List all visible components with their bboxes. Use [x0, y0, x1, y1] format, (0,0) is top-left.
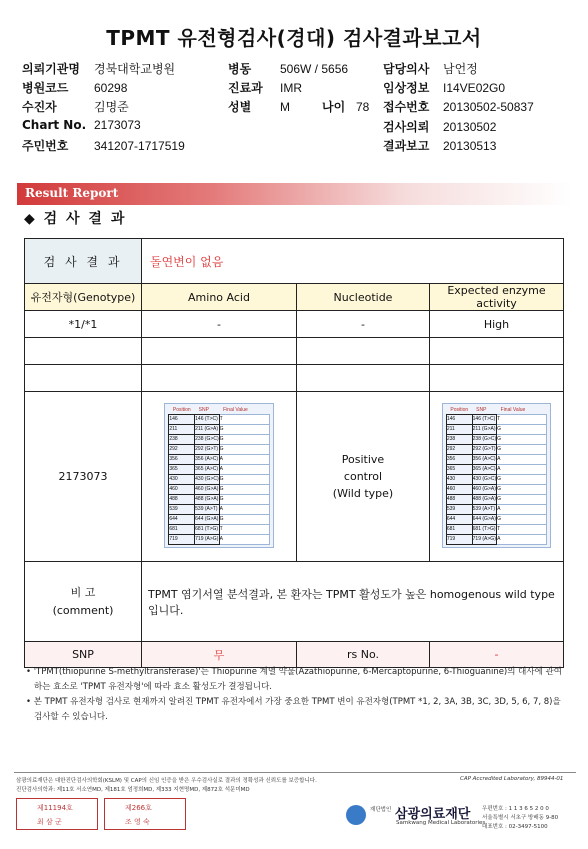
footer-divider — [14, 772, 576, 773]
comment-label-cell — [25, 562, 142, 642]
snp-table-row — [446, 504, 546, 514]
snp-final-value: G — [497, 484, 547, 494]
snp-final-value: T — [497, 524, 547, 534]
chart-number: 2173073 — [25, 392, 142, 562]
snp-position: 460 — [446, 484, 472, 494]
snp-label: SNP — [25, 642, 142, 668]
snp-final-value: G — [497, 474, 547, 484]
snp-position: 356 — [446, 454, 472, 464]
footer-postcode: 우편번호 : 1 1 3 6 5 2 0 0 — [482, 806, 549, 812]
header-row-4-col-1: Chart No. 2173073 — [22, 118, 141, 132]
col-amino-acid: Amino Acid — [142, 284, 297, 311]
footer-doctors: 진단검사의학과: 제11호 서소연MD, 제181호 엄정희MD, 제333 지현명MD, 제872호 석문미MD — [16, 787, 250, 793]
snp-table-row — [169, 454, 269, 464]
note-2: • 본 TPMT 유전자형 검사로 현재까지 알려진 TPMT 유전자에서 가장 중요한 TPMT 변이 유전자형(TPMT *1, 2, 3A, 3B, 3C, 3D, 5, 6, 7, 8)을 검사할 수 있습니다. — [26, 697, 561, 722]
snp-change: 365 (A>C) — [195, 466, 219, 472]
snp-position: 719 — [446, 534, 472, 544]
snp-final-value: G — [497, 434, 547, 444]
rsno-label: rs No. — [297, 642, 430, 668]
snp-change: 292 (G>T) — [472, 446, 496, 452]
footer-cap: CAP Accredited Laboratory, 89944-01 — [460, 776, 564, 782]
snp-position: 681 — [446, 524, 472, 534]
snp-change: 238 (G>C) — [472, 436, 497, 442]
notes — [24, 665, 568, 725]
snp-final-value: G — [497, 424, 547, 434]
genotype-value: *1/*1 — [25, 311, 142, 338]
genotype-row — [25, 311, 564, 338]
snp-change: 211 (G>A) — [195, 426, 218, 432]
header-row-5-col-3: 결과보고 20130513 — [383, 139, 497, 153]
stamp-1-number: 제11194호 — [37, 804, 73, 812]
comment-label: 비 고 — [70, 585, 96, 599]
snp-change: 211 (G>A) — [472, 426, 496, 432]
snp-table-row — [169, 414, 269, 424]
col-nucleotide: Nucleotide — [297, 284, 430, 311]
snp-change: 146 (T>C) — [195, 416, 218, 422]
snp-position: 292 — [446, 444, 472, 454]
snp-final-value: G — [497, 514, 547, 524]
snp-position: 539 — [446, 504, 472, 514]
snp-change: 356 (A>C) — [195, 456, 219, 462]
snp-table-row — [169, 494, 269, 504]
snp-table-row — [446, 424, 546, 434]
snp-final-value: T — [497, 414, 547, 424]
result-summary-row — [25, 239, 564, 284]
stamp-2-number: 제266호 — [125, 804, 152, 812]
mini-col-final: Final Value — [500, 406, 526, 413]
snp-position: 356 — [169, 454, 195, 464]
snp-change: 365 (A>C) — [472, 466, 496, 472]
snp-value: 무 — [142, 642, 297, 668]
snp-position: 539 — [169, 504, 195, 514]
snp-position: 719 — [169, 534, 195, 544]
logo-icon — [346, 805, 366, 825]
snp-change: 681 (T>G) — [472, 526, 496, 532]
footer-phone: 대표번호 : 02-3497-5100 — [482, 824, 548, 830]
snp-table-row — [446, 534, 546, 544]
logo-prefix: 재단법인 — [370, 807, 392, 813]
result-report-label: Result Report — [25, 186, 119, 200]
snp-final-value: G — [497, 444, 547, 454]
snp-table-row — [446, 514, 546, 524]
snp-final-value: T — [219, 524, 269, 534]
note-1: • 'TPMT(thiopurine S-methyltransferase)'는 Thiopurine 계열 약물(Azathiopurine, 6-Mercaptopurine, 6-Thioguanine)의 대사에 관여하는 효소로 'TPMT 유전자형'에 따라 효소 활성도가 결정됩니다. — [26, 667, 562, 692]
stamp-1 — [16, 798, 98, 830]
comment-row — [25, 562, 564, 642]
snp-position: 430 — [169, 474, 195, 484]
header-row-2-col-3: 임상정보 I14VE02G0 — [383, 81, 506, 95]
snp-position: 365 — [446, 464, 472, 474]
header-row-3-col-3: 접수번호 20130502-50837 — [383, 100, 534, 114]
mini-col-snp: SNP — [476, 406, 487, 413]
mini-col-position: Position — [450, 406, 469, 413]
snp-row — [25, 642, 564, 668]
snp-final-value: G — [219, 434, 269, 444]
snp-change: 460 (G>A) — [472, 486, 496, 492]
snp-final-value: G — [219, 474, 269, 484]
mini-col-position: Position — [172, 406, 191, 413]
snp-position: 488 — [169, 494, 195, 504]
snp-position: 681 — [169, 524, 195, 534]
snp-final-value: A — [219, 534, 269, 544]
snp-table-row — [169, 524, 269, 534]
header-row-5-col-1: 주민번호 341207-1717519 — [22, 139, 185, 153]
sequence-row — [25, 392, 564, 562]
snp-position: 644 — [169, 514, 195, 524]
header-row-2-col-2: 진료과 IMR — [228, 81, 302, 95]
control-snp-table — [442, 403, 551, 548]
snp-position: 460 — [169, 484, 195, 494]
snp-final-value: G — [219, 494, 269, 504]
snp-final-value: G — [497, 494, 547, 504]
snp-change: 356 (A>C) — [472, 456, 496, 462]
control-snp-table-cell — [430, 392, 564, 562]
snp-position: 644 — [446, 514, 472, 524]
empty-row — [25, 365, 564, 392]
header-row-3-col-1: 수진자 김명준 — [22, 100, 129, 114]
snp-final-value: A — [219, 504, 269, 514]
col-genotype: 유전자형(Genotype) — [25, 284, 142, 311]
snp-table-row — [446, 464, 546, 474]
patient-snp-table-cell — [142, 392, 297, 562]
result-value: 돌연변이 없음 — [142, 239, 564, 284]
snp-change: 488 (G>A) — [472, 496, 496, 502]
snp-final-value: A — [497, 454, 547, 464]
snp-position: 292 — [169, 444, 195, 454]
control-label-cell — [297, 392, 430, 562]
header-row-1-col-2: 병동 506W / 5656 — [228, 62, 349, 76]
snp-table-row — [169, 514, 269, 524]
snp-position: 211 — [446, 424, 472, 434]
snp-final-value: A — [219, 464, 269, 474]
logo-subtitle: Samkwang Medical Laboratories — [396, 820, 486, 826]
header-row-2-col-1: 병원코드 60298 — [22, 81, 128, 95]
section-title: ◆ 검 사 결 과 — [24, 211, 127, 227]
snp-final-value: A — [497, 464, 547, 474]
control-label-1: Positive — [341, 453, 385, 466]
snp-table-row — [169, 484, 269, 494]
snp-change: 719 (A>G) — [472, 536, 496, 542]
report-title: TPMT 유전형검사(경대) 검사결과보고서 — [106, 26, 482, 50]
snp-change: 539 (A>T) — [472, 506, 496, 512]
snp-change: 719 (A>G) — [195, 536, 219, 542]
mini-col-snp: SNP — [198, 406, 209, 413]
snp-change: 539 (A>T) — [195, 506, 218, 512]
snp-position: 211 — [169, 424, 195, 434]
empty-row — [25, 338, 564, 365]
snp-final-value: A — [497, 504, 547, 514]
snp-final-value: T — [219, 414, 269, 424]
snp-final-value: G — [219, 514, 269, 524]
control-label-3: (Wild type) — [332, 487, 394, 500]
snp-final-value: G — [219, 444, 269, 454]
snp-change: 460 (G>A) — [195, 486, 219, 492]
header-row-1-col-1: 의뢰기관명 경북대학교병원 — [22, 62, 176, 76]
stamp-2 — [104, 798, 186, 830]
header-row-1-col-3: 담당의사 남언정 — [383, 62, 478, 76]
snp-position: 365 — [169, 464, 195, 474]
column-header-row — [25, 284, 564, 311]
logo-name: 삼광의료재단 — [395, 807, 471, 822]
mini-col-final: Final Value — [223, 406, 248, 413]
snp-change: 644 (G>A) — [472, 516, 496, 522]
header-row-3-col-2: 성별 M 나이 78 — [228, 100, 370, 114]
snp-change: 681 (T>G) — [195, 526, 219, 532]
footer-address: 서울특별시 서초구 방배동 9-80 — [482, 815, 559, 821]
snp-table-row — [169, 444, 269, 454]
snp-position: 488 — [446, 494, 472, 504]
snp-table-row — [169, 534, 269, 544]
result-table — [24, 238, 564, 668]
result-report-bar — [17, 183, 572, 205]
snp-final-value: G — [219, 424, 269, 434]
stamp-2-name: 조 영 숙 — [125, 818, 150, 826]
amino-acid-value: - — [142, 311, 297, 338]
comment-text: TPMT 염기서열 분석결과, 본 환자는 TPMT 활성도가 높은 homogenous wild type입니다. — [142, 562, 564, 642]
snp-change: 644 (G>A) — [195, 516, 219, 522]
snp-change: 488 (G>A) — [195, 496, 219, 502]
snp-table-row — [446, 484, 546, 494]
snp-table-row — [169, 424, 269, 434]
result-label: 검 사 결 과 — [25, 239, 142, 284]
snp-position: 430 — [446, 474, 472, 484]
control-label-2: control — [343, 470, 383, 483]
snp-change: 430 (G>C) — [195, 476, 219, 482]
stamp-1-name: 최 삼 군 — [37, 818, 62, 826]
footer-certification: 삼광의료재단은 대한진단검사의학회(KSLM) 및 CAP의 신임 인증을 받은 우수검사실로 결과의 정확성과 신뢰도를 보증합니다. — [16, 778, 317, 784]
rsno-value: - — [430, 642, 564, 668]
comment-label-en: (comment) — [52, 603, 114, 617]
snp-final-value: G — [219, 484, 269, 494]
nucleotide-value: - — [297, 311, 430, 338]
snp-change: 238 (G>C) — [195, 436, 219, 442]
snp-change: 292 (G>T) — [195, 446, 219, 452]
snp-table-row — [446, 474, 546, 484]
snp-position: 238 — [169, 434, 195, 444]
snp-position: 146 — [446, 414, 472, 424]
snp-table-row — [446, 524, 546, 534]
patient-snp-table — [164, 403, 273, 548]
snp-table-row — [446, 414, 546, 424]
snp-table-row — [446, 454, 546, 464]
enzyme-activity-value: High — [430, 311, 564, 338]
snp-position: 238 — [446, 434, 472, 444]
snp-final-value: A — [219, 454, 269, 464]
snp-final-value: A — [497, 534, 547, 544]
snp-table-row — [446, 434, 546, 444]
snp-table-row — [446, 444, 546, 454]
header-row-4-col-3: 검사의뢰 20130502 — [383, 120, 497, 134]
snp-table-row — [169, 434, 269, 444]
snp-table-row — [169, 474, 269, 484]
col-enzyme-activity: Expected enzyme activity — [430, 284, 564, 311]
snp-table-row — [169, 464, 269, 474]
snp-position: 146 — [169, 414, 195, 424]
snp-change: 430 (G>C) — [472, 476, 497, 482]
snp-table-row — [446, 494, 546, 504]
snp-change: 146 (T>C) — [472, 416, 496, 422]
snp-table-row — [169, 504, 269, 514]
